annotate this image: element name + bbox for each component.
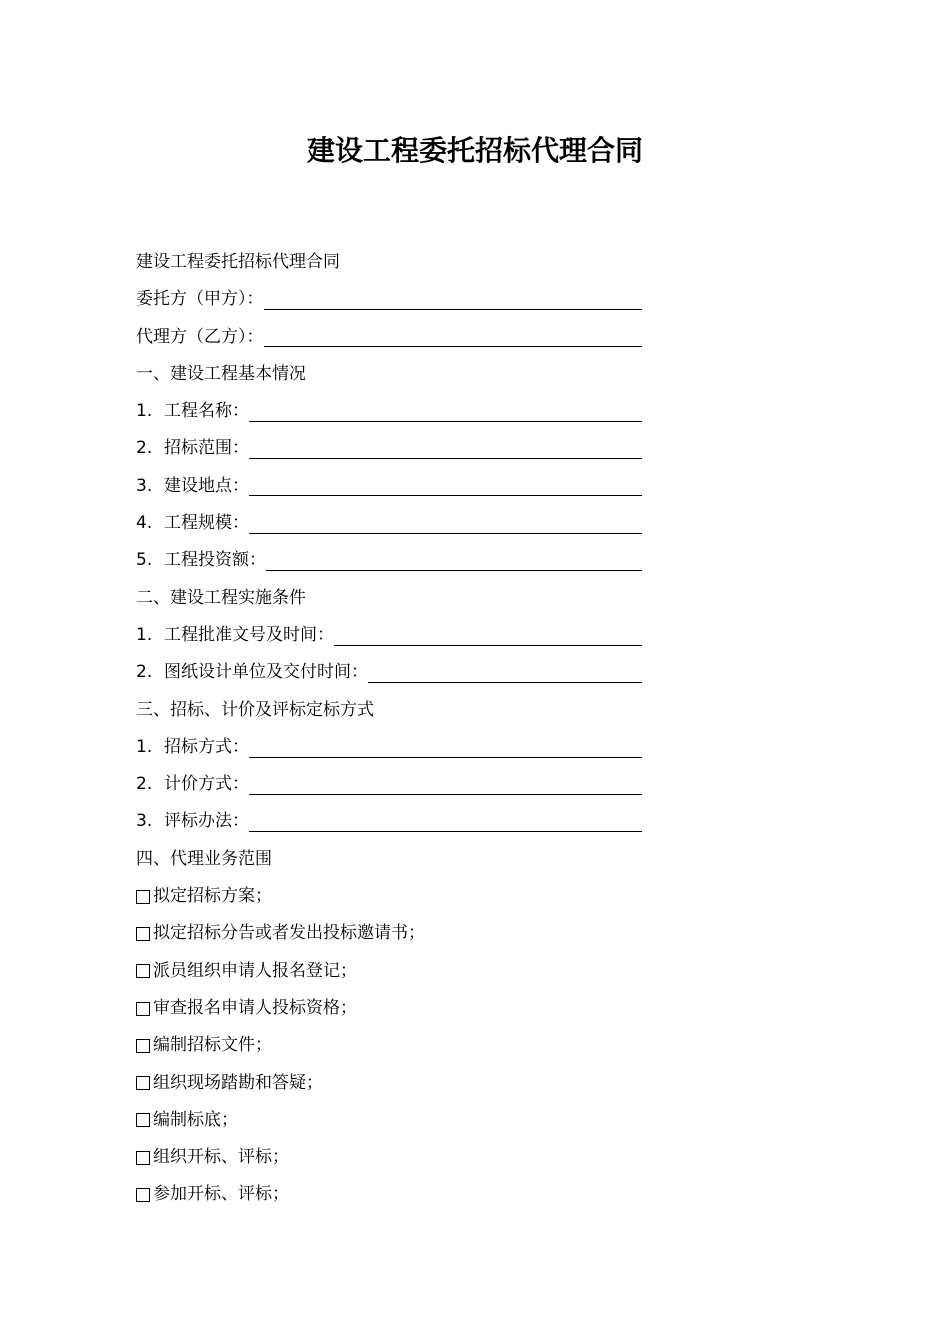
field-label: 工程规模：	[164, 513, 249, 534]
field-label: 计价方式：	[164, 774, 249, 795]
fill-in-blank[interactable]	[334, 644, 642, 646]
form-field-line	[136, 430, 646, 467]
checkbox-item	[136, 915, 646, 952]
field-label: 建设地点：	[164, 475, 249, 496]
form-field-line	[136, 654, 646, 691]
checkbox-item	[136, 1139, 646, 1176]
section-line	[136, 580, 646, 617]
item-number: 1.	[136, 736, 153, 757]
checkbox-item	[136, 953, 646, 990]
line-text: 三、招标、计价及评标定标方式	[136, 699, 374, 720]
item-number: 3.	[136, 475, 153, 496]
checkbox-item	[136, 1176, 646, 1213]
item-number: 2.	[136, 774, 153, 795]
section-line	[136, 841, 646, 878]
fill-in-blank[interactable]	[368, 681, 642, 683]
form-field-line	[136, 542, 646, 579]
field-label: 图纸设计单位及交付时间：	[164, 662, 368, 683]
line-text: 四、代理业务范围	[136, 848, 272, 869]
form-field-line	[136, 281, 646, 318]
field-label: 招标范围：	[164, 438, 249, 459]
checkbox[interactable]	[136, 927, 150, 941]
field-label: 评标办法：	[164, 811, 249, 832]
checkbox-label: 编制招标文件；	[153, 1035, 272, 1056]
checkbox-label: 组织现场踏勘和答疑；	[153, 1072, 323, 1093]
form-field-line	[136, 468, 646, 505]
checkbox-label: 审查报名申请人投标资格；	[153, 997, 357, 1018]
fill-in-blank[interactable]	[264, 345, 643, 347]
item-number: 4.	[136, 513, 153, 534]
form-field-line	[136, 803, 646, 840]
checkbox[interactable]	[136, 1151, 150, 1165]
field-label: 委托方（甲方）：	[136, 289, 264, 310]
item-number: 2.	[136, 438, 153, 459]
section-line	[136, 356, 646, 393]
checkbox-item	[136, 878, 646, 915]
fill-in-blank[interactable]	[249, 793, 642, 795]
fill-in-blank[interactable]	[249, 830, 642, 832]
checkbox-item	[136, 1102, 646, 1139]
fill-in-blank[interactable]	[264, 308, 643, 310]
field-label: 工程名称：	[164, 401, 249, 422]
checkbox-label: 派员组织申请人报名登记；	[153, 960, 357, 981]
item-number: 1.	[136, 624, 153, 645]
form-field-line	[136, 729, 646, 766]
checkbox[interactable]	[136, 1188, 150, 1202]
line-text: 二、建设工程实施条件	[136, 587, 306, 608]
item-number: 2.	[136, 662, 153, 683]
checkbox[interactable]	[136, 1039, 150, 1053]
item-number: 5.	[136, 550, 153, 571]
document-body	[136, 244, 646, 1214]
fill-in-blank[interactable]	[249, 457, 642, 459]
document-title: 建设工程委托招标代理合同	[306, 134, 643, 167]
checkbox-label: 组织开标、评标；	[153, 1147, 289, 1168]
checkbox-label: 拟定招标方案；	[153, 886, 272, 907]
field-label: 工程批准文号及时间：	[164, 624, 334, 645]
form-field-line	[136, 766, 646, 803]
section-line	[136, 692, 646, 729]
checkbox[interactable]	[136, 1002, 150, 1016]
checkbox[interactable]	[136, 964, 150, 978]
checkbox[interactable]	[136, 1113, 150, 1127]
fill-in-blank[interactable]	[249, 756, 642, 758]
item-number: 1.	[136, 401, 153, 422]
form-field-line	[136, 505, 646, 542]
checkbox[interactable]	[136, 1076, 150, 1090]
field-label: 代理方（乙方）：	[136, 326, 264, 347]
line-text: 建设工程委托招标代理合同	[136, 252, 340, 272]
field-label: 招标方式：	[164, 736, 249, 757]
checkbox[interactable]	[136, 890, 150, 904]
fill-in-blank[interactable]	[249, 494, 642, 496]
line-text: 一、建设工程基本情况	[136, 363, 306, 384]
fill-in-blank[interactable]	[266, 569, 642, 571]
form-field-line	[136, 617, 646, 654]
checkbox-item	[136, 1065, 646, 1102]
checkbox-item	[136, 1027, 646, 1064]
form-field-line	[136, 319, 646, 356]
checkbox-item	[136, 990, 646, 1027]
checkbox-label: 编制标底；	[153, 1109, 238, 1130]
form-field-line	[136, 393, 646, 430]
item-number: 3.	[136, 811, 153, 832]
fill-in-blank[interactable]	[249, 420, 642, 422]
field-label: 工程投资额：	[164, 550, 266, 571]
fill-in-blank[interactable]	[249, 532, 642, 534]
checkbox-label: 参加开标、评标；	[153, 1184, 289, 1205]
checkbox-label: 拟定招标分告或者发出投标邀请书；	[153, 923, 425, 944]
section-line	[136, 244, 646, 281]
